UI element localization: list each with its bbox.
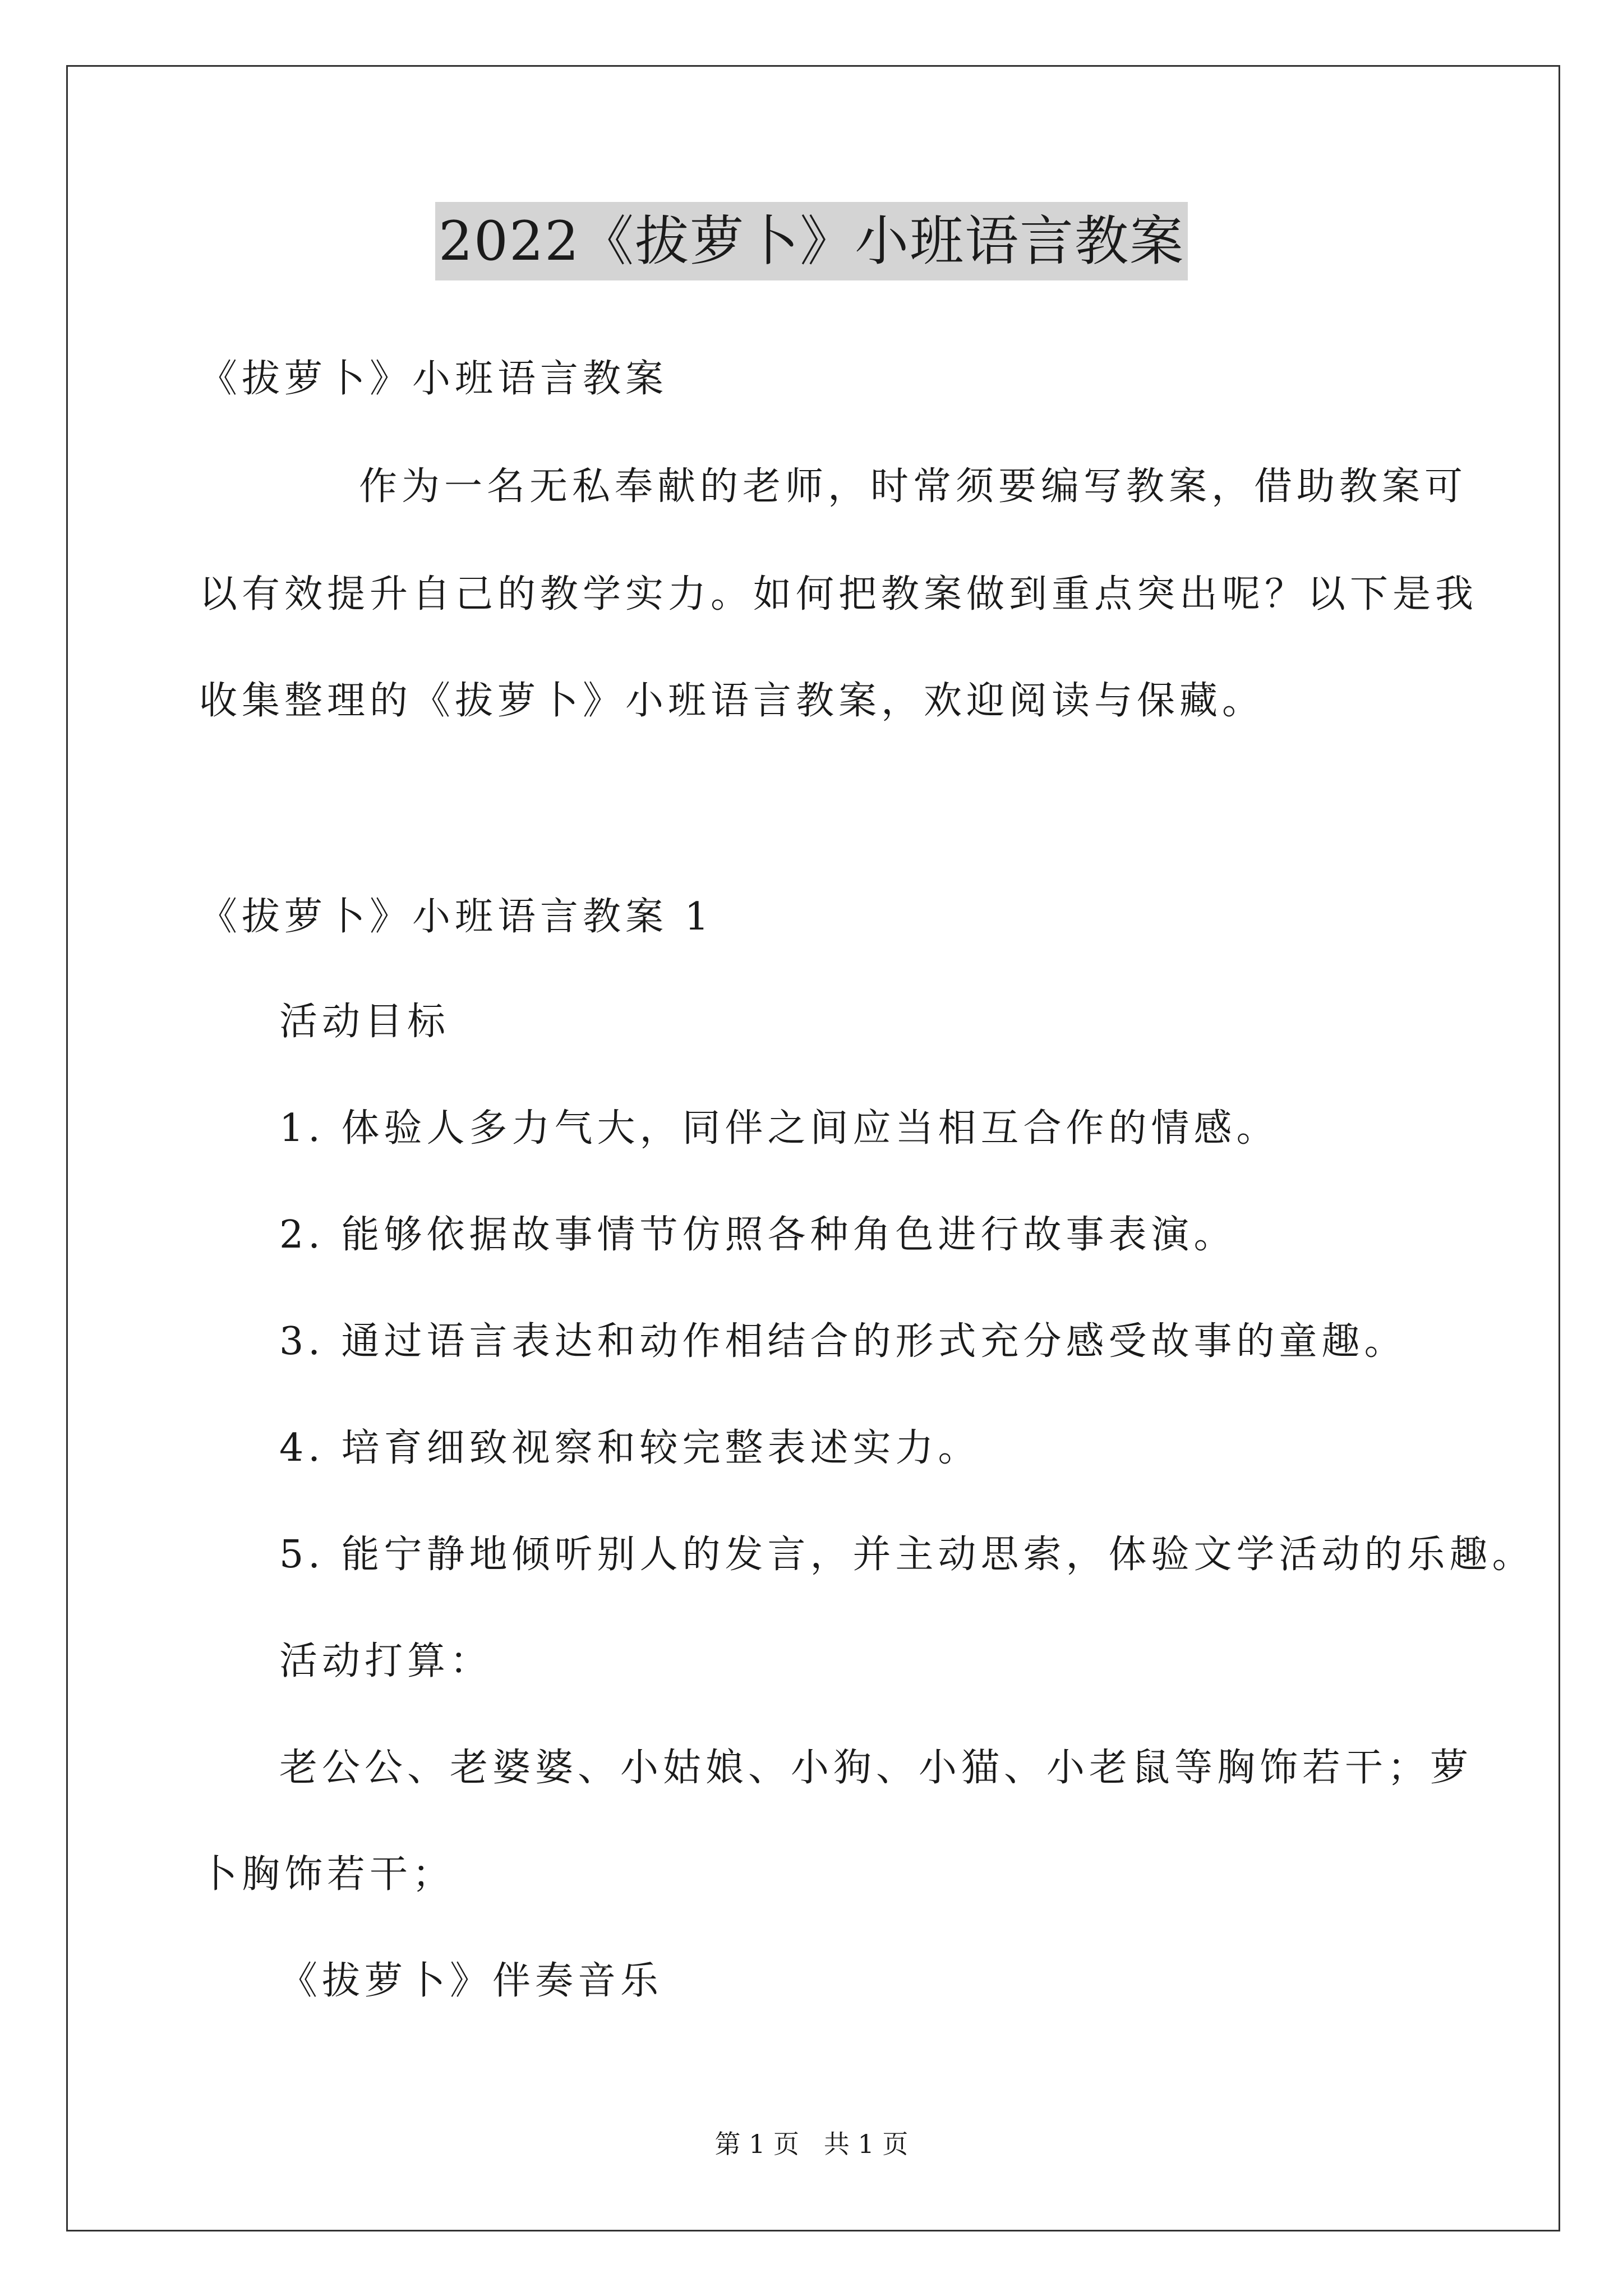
page-footer: 第 1 页 共 1 页	[714, 2129, 909, 2159]
goal-item-2: 2. 能够依据故事情节仿照各种角色进行故事表演。	[279, 1213, 1237, 1257]
intro-line-2: 以有效提升自己的教学实力。如何把教案做到重点突出呢？以下是我	[199, 572, 1478, 616]
prep-line-1: 老公公、老婆婆、小姑娘、小狗、小猫、小老鼠等胸饰若干；萝	[279, 1746, 1473, 1790]
intro-line-1: 作为一名无私奉献的老师，时常须要编写教案，借助教案可	[359, 464, 1468, 509]
goal-item-1: 1. 体验人多力气大，同伴之间应当相互合作的情感。	[279, 1106, 1279, 1151]
subtitle: 《拔萝卜》小班语言教案	[199, 357, 668, 401]
intro-line-3: 收集整理的《拔萝卜》小班语言教案，欢迎阅读与保藏。	[199, 679, 1265, 723]
goal-item-4: 4. 培育细致视察和较完整表述实力。	[279, 1426, 981, 1470]
prep-heading: 活动打算：	[279, 1639, 493, 1683]
prep-line-2: 卜胸饰若干；	[199, 1852, 455, 1897]
music-line: 《拔萝卜》伴奏音乐	[279, 1959, 663, 2003]
goal-item-3: 3. 通过语言表达和动作相结合的形式充分感受故事的童趣。	[279, 1319, 1407, 1364]
goal-item-5: 5. 能宁静地倾听别人的发言，并主动思索，体验文学活动的乐趣。	[279, 1533, 1535, 1577]
document-title: 2022《拔萝卜》小班语言教案	[435, 202, 1188, 280]
goals-heading: 活动目标	[279, 1000, 450, 1044]
section-heading: 《拔萝卜》小班语言教案 1	[199, 895, 713, 939]
title-container	[0, 202, 1623, 280]
